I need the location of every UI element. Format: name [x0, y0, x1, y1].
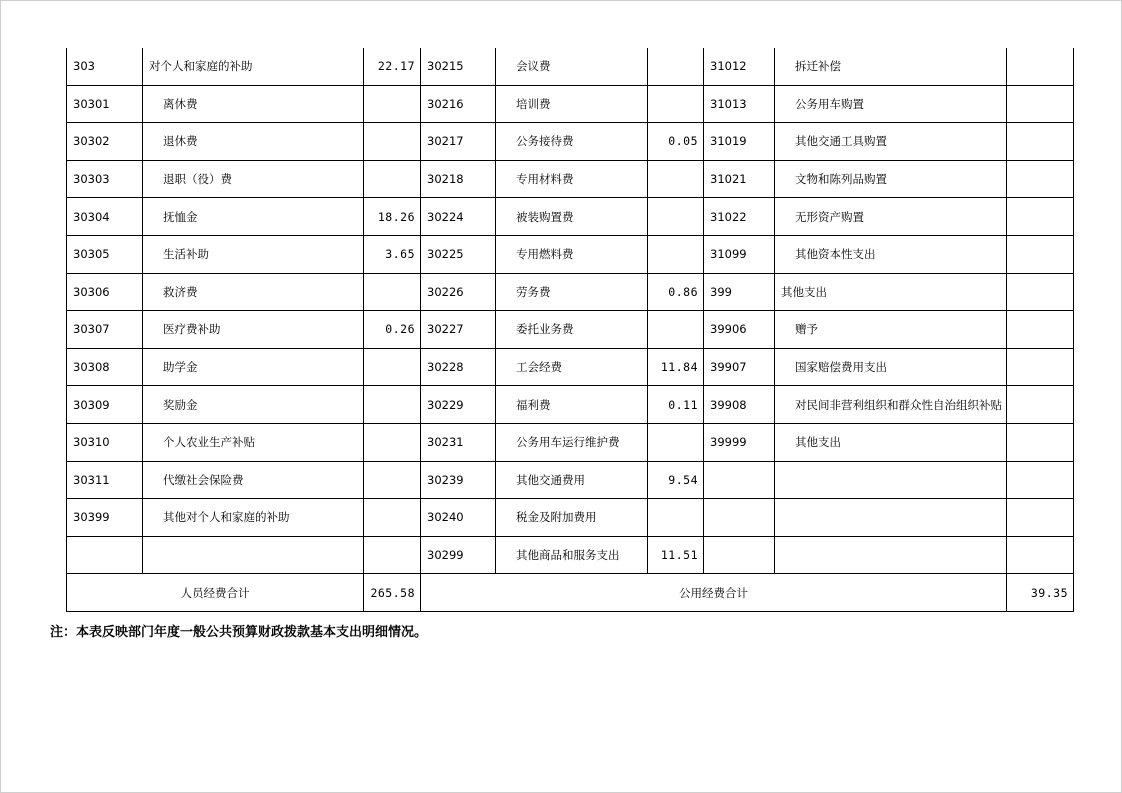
econ-code-cell: 30215 [421, 48, 496, 85]
econ-code-cell: 30310 [67, 423, 143, 461]
item-name-cell: 工会经费 [496, 348, 648, 386]
item-name-cell: 税金及附加费用 [496, 499, 648, 537]
econ-code-cell [704, 536, 775, 574]
econ-code-cell: 30309 [67, 386, 143, 424]
table-row [67, 85, 1074, 123]
econ-code-cell: 30301 [67, 85, 143, 123]
econ-code-cell: 30231 [421, 423, 496, 461]
item-name-cell: 退职（役）费 [143, 160, 364, 198]
amount-cell: 3.65 [364, 235, 421, 273]
econ-code-cell: 31012 [704, 48, 775, 85]
amount-cell [364, 423, 421, 461]
item-name-cell: 其他商品和服务支出 [496, 536, 648, 574]
table-row [67, 423, 1074, 461]
amount-cell [648, 160, 704, 198]
item-name-cell: 退休费 [143, 123, 364, 161]
amount-cell [1007, 198, 1074, 236]
amount-cell [364, 348, 421, 386]
econ-code-cell: 30225 [421, 235, 496, 273]
item-name-cell [143, 536, 364, 574]
item-name-cell: 被装购置费 [496, 198, 648, 236]
econ-code-cell: 30304 [67, 198, 143, 236]
amount-cell [648, 499, 704, 537]
econ-code-cell: 30227 [421, 311, 496, 349]
table-body [67, 48, 1074, 611]
item-name-cell: 公务用车购置 [775, 85, 1007, 123]
item-name-cell: 其他对个人和家庭的补助 [143, 499, 364, 537]
amount-cell [1007, 311, 1074, 349]
econ-code-cell: 30240 [421, 499, 496, 537]
amount-cell [1007, 348, 1074, 386]
item-name-cell: 生活补助 [143, 235, 364, 273]
personnel-total-label: 人员经费合计 [67, 574, 364, 612]
amount-cell: 0.11 [648, 386, 704, 424]
item-name-cell: 公务接待费 [496, 123, 648, 161]
amount-cell [648, 423, 704, 461]
item-name-cell: 专用材料费 [496, 160, 648, 198]
item-name-cell: 拆迁补偿 [775, 48, 1007, 85]
econ-code-cell: 31013 [704, 85, 775, 123]
item-name-cell: 公务用车运行维护费 [496, 423, 648, 461]
econ-code-cell: 30229 [421, 386, 496, 424]
amount-cell [364, 499, 421, 537]
amount-cell: 0.05 [648, 123, 704, 161]
amount-cell [364, 536, 421, 574]
amount-cell [364, 85, 421, 123]
item-name-cell: 无形资产购置 [775, 198, 1007, 236]
econ-code-cell: 31021 [704, 160, 775, 198]
item-name-cell: 委托业务费 [496, 311, 648, 349]
item-name-cell: 医疗费补助 [143, 311, 364, 349]
item-name-cell: 抚恤金 [143, 198, 364, 236]
amount-cell [1007, 85, 1074, 123]
amount-cell: 11.51 [648, 536, 704, 574]
amount-cell: 22.17 [364, 48, 421, 85]
amount-cell [1007, 423, 1074, 461]
econ-code-cell: 39906 [704, 311, 775, 349]
table-row [67, 198, 1074, 236]
item-name-cell: 救济费 [143, 273, 364, 311]
amount-cell [1007, 499, 1074, 537]
econ-code-cell: 30399 [67, 499, 143, 537]
econ-code-cell: 399 [704, 273, 775, 311]
item-name-cell: 劳务费 [496, 273, 648, 311]
amount-cell [648, 48, 704, 85]
econ-code-cell: 30305 [67, 235, 143, 273]
item-name-cell: 其他支出 [775, 273, 1007, 311]
table-note: 注：本表反映部门年度一般公共预算财政拨款基本支出明细情况。 [50, 625, 428, 640]
amount-cell [1007, 48, 1074, 85]
amount-cell [364, 461, 421, 499]
item-name-cell: 对个人和家庭的补助 [143, 48, 364, 85]
amount-cell: 11.84 [648, 348, 704, 386]
econ-code-cell: 30218 [421, 160, 496, 198]
item-name-cell: 专用燃料费 [496, 235, 648, 273]
item-name-cell: 赠予 [775, 311, 1007, 349]
amount-cell [1007, 461, 1074, 499]
item-name-cell: 文物和陈列品购置 [775, 160, 1007, 198]
personnel-total-value: 265.58 [364, 574, 421, 612]
item-name-cell: 福利费 [496, 386, 648, 424]
econ-code-cell: 30299 [421, 536, 496, 574]
table-row [67, 235, 1074, 273]
econ-code-cell [67, 536, 143, 574]
item-name-cell [775, 499, 1007, 537]
econ-code-cell: 31019 [704, 123, 775, 161]
econ-code-cell: 31099 [704, 235, 775, 273]
amount-cell [1007, 386, 1074, 424]
econ-code-cell: 30217 [421, 123, 496, 161]
amount-cell [364, 123, 421, 161]
amount-cell: 18.26 [364, 198, 421, 236]
table-row [67, 160, 1074, 198]
item-name-cell: 离休费 [143, 85, 364, 123]
table-row [67, 348, 1074, 386]
item-name-cell [775, 536, 1007, 574]
econ-code-cell [704, 499, 775, 537]
table-row [67, 386, 1074, 424]
econ-code-cell: 39907 [704, 348, 775, 386]
amount-cell: 9.54 [648, 461, 704, 499]
econ-code-cell: 30306 [67, 273, 143, 311]
public-total-value: 39.35 [1007, 574, 1074, 612]
econ-code-cell: 30308 [67, 348, 143, 386]
amount-cell [1007, 123, 1074, 161]
amount-cell [648, 235, 704, 273]
amount-cell [1007, 273, 1074, 311]
amount-cell [364, 386, 421, 424]
amount-cell [1007, 536, 1074, 574]
item-name-cell: 其他资本性支出 [775, 235, 1007, 273]
item-name-cell: 其他交通工具购置 [775, 123, 1007, 161]
econ-code-cell: 30226 [421, 273, 496, 311]
amount-cell [364, 273, 421, 311]
item-name-cell: 个人农业生产补贴 [143, 423, 364, 461]
amount-cell [648, 85, 704, 123]
table-row [67, 461, 1074, 499]
econ-code-cell: 30311 [67, 461, 143, 499]
amount-cell [1007, 160, 1074, 198]
amount-cell [648, 311, 704, 349]
item-name-cell: 培训费 [496, 85, 648, 123]
econ-code-cell: 30302 [67, 123, 143, 161]
econ-code-cell: 39908 [704, 386, 775, 424]
item-name-cell: 其他交通费用 [496, 461, 648, 499]
table-row [67, 273, 1074, 311]
totals-row [67, 574, 1074, 612]
amount-cell [364, 160, 421, 198]
public-total-label: 公用经费合计 [421, 574, 1007, 612]
item-name-cell: 国家赔偿费用支出 [775, 348, 1007, 386]
item-name-cell: 对民间非营利组织和群众性自治组织补贴 [775, 386, 1007, 424]
amount-cell: 0.86 [648, 273, 704, 311]
item-name-cell: 助学金 [143, 348, 364, 386]
econ-code-cell: 30307 [67, 311, 143, 349]
econ-code-cell: 31022 [704, 198, 775, 236]
table-row [67, 499, 1074, 537]
expenditure-detail-table [66, 48, 1074, 612]
amount-cell [648, 198, 704, 236]
item-name-cell [775, 461, 1007, 499]
econ-code-cell: 30216 [421, 85, 496, 123]
econ-code-cell: 30303 [67, 160, 143, 198]
econ-code-cell: 39999 [704, 423, 775, 461]
econ-code-cell [704, 461, 775, 499]
econ-code-cell: 30224 [421, 198, 496, 236]
item-name-cell: 代缴社会保险费 [143, 461, 364, 499]
table-row [67, 123, 1074, 161]
table-row [67, 311, 1074, 349]
table-row [67, 536, 1074, 574]
amount-cell [1007, 235, 1074, 273]
table-row [67, 48, 1074, 85]
econ-code-cell: 30239 [421, 461, 496, 499]
amount-cell: 0.26 [364, 311, 421, 349]
item-name-cell: 其他支出 [775, 423, 1007, 461]
econ-code-cell: 303 [67, 48, 143, 85]
item-name-cell: 会议费 [496, 48, 648, 85]
item-name-cell: 奖励金 [143, 386, 364, 424]
econ-code-cell: 30228 [421, 348, 496, 386]
